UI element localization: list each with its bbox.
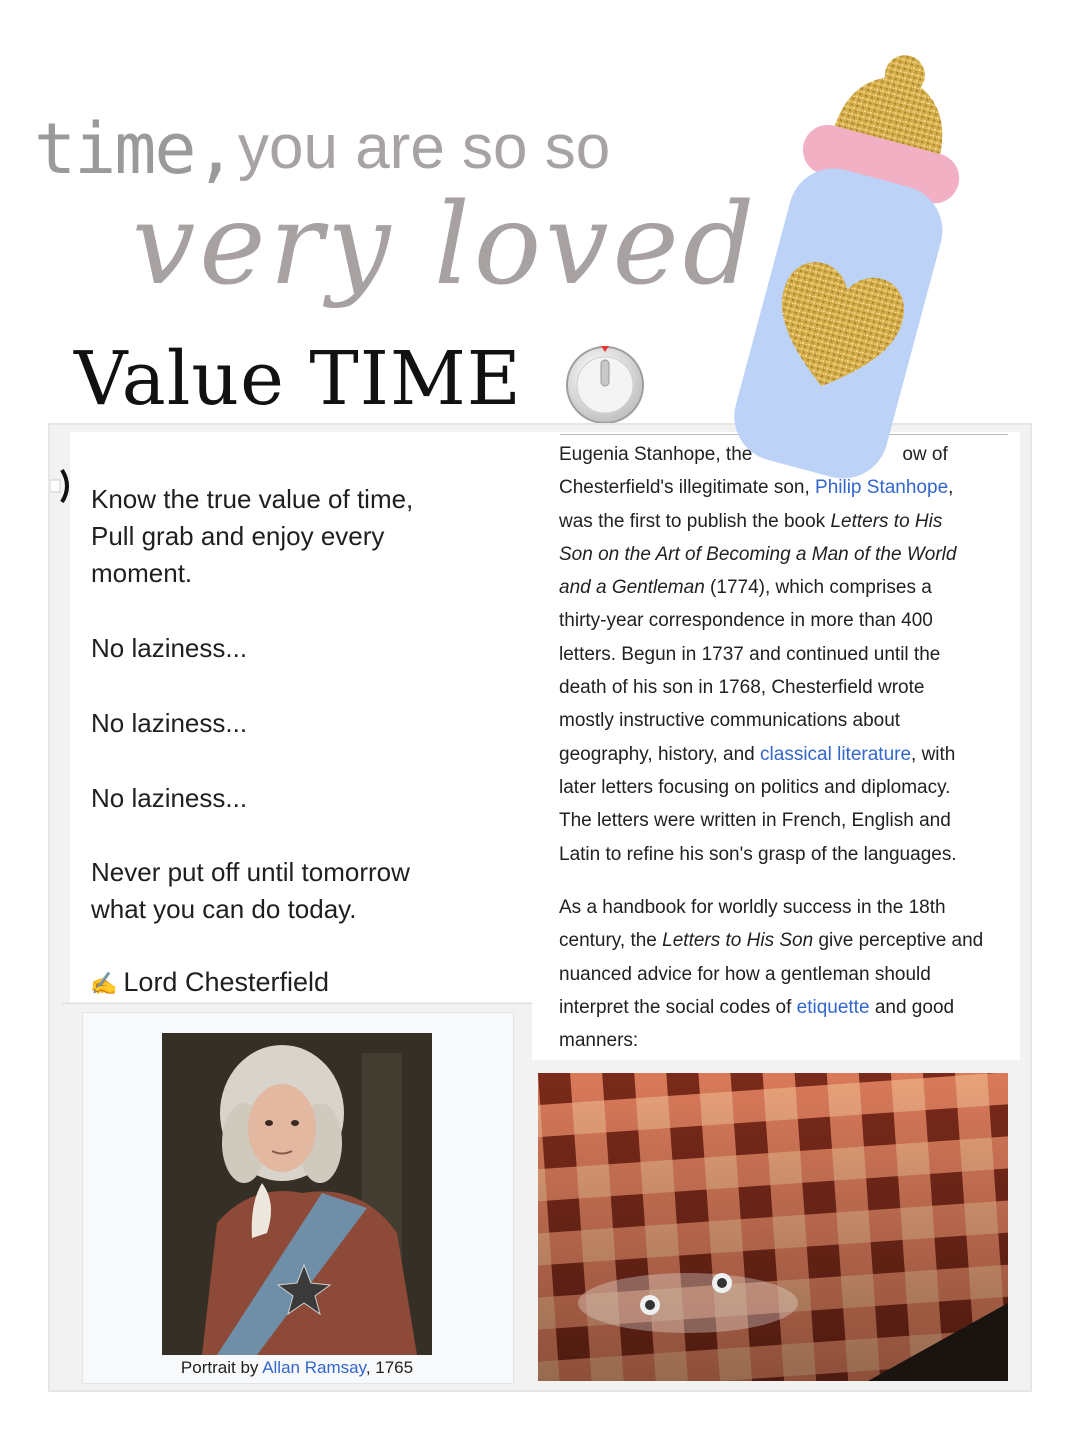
checkered-photo: [538, 1073, 1008, 1381]
wiki-line: nuanced advice for how a gentleman should: [559, 963, 931, 985]
header-word-time: time,: [34, 108, 235, 190]
caption-suffix: , 1765: [365, 1358, 414, 1377]
wiki-line: Chesterfield's illegitimate son, Philip Stanhope,: [559, 477, 954, 499]
author-name: Lord Chesterfield: [123, 967, 330, 997]
classical-literature-link[interactable]: classical literature: [760, 743, 912, 765]
wiki-line: mostly instructive communications about: [559, 710, 901, 732]
allan-ramsay-link[interactable]: Allan Ramsay: [262, 1358, 366, 1377]
divider: [62, 1003, 532, 1004]
wiki-line: As a handbook for worldly success in the 18th: [559, 897, 946, 918]
writing-hand-icon: ✍: [90, 971, 118, 996]
portrait-caption: [0, 1358, 594, 1378]
quote-line: moment.: [91, 558, 193, 588]
wiki-line: manners:: [559, 1030, 639, 1052]
etiquette-link[interactable]: etiquette: [796, 996, 870, 1018]
wiki-line: later letters focusing on politics and diplomacy.: [559, 776, 951, 798]
wiki-paragraph-1: [559, 438, 1009, 871]
portrait-image[interactable]: [162, 1033, 432, 1355]
page-title: Value TIME: [74, 336, 522, 422]
quote-line: No laziness...: [91, 708, 248, 738]
wiki-line: Son on the Art of Becoming a Man of the World: [559, 543, 957, 565]
baby-bottle-sticker: [700, 40, 1000, 490]
wiki-line: thirty-year correspondence in more than 400: [559, 610, 933, 632]
wiki-line: geography, history, and classical literature, with: [559, 743, 956, 765]
quote-line: Never put off until tomorrow: [91, 857, 410, 887]
quote-line: what you can do today.: [91, 894, 357, 924]
header-line2: very loved: [132, 180, 759, 310]
header-line1: you are so so: [238, 113, 611, 182]
quote-line: No laziness...: [91, 783, 248, 813]
wiki-line: century, the Letters to His Son give perceptive and: [559, 930, 984, 952]
wiki-paragraph-2: [559, 891, 1009, 1057]
quote-author: [90, 967, 329, 998]
quote-line: Know the true value of time,: [91, 484, 414, 514]
wiki-line: Latin to refine his son's grasp of the languages.: [559, 843, 957, 865]
quote-line: Pull grab and enjoy every: [91, 521, 385, 551]
wiki-line: interpret the social codes of etiquette and good: [559, 996, 955, 1018]
philip-stanhope-link[interactable]: Philip Stanhope: [815, 477, 949, 499]
wiki-line: and a Gentleman (1774), which comprises a: [559, 577, 932, 599]
wiki-line: was the first to publish the book Letters to His: [559, 510, 943, 532]
wiki-line: The letters were written in French, English and: [559, 810, 951, 832]
wiki-line: letters. Begun in 1737 and continued until the: [559, 643, 941, 665]
panel-edge-mark: [50, 466, 72, 506]
quote-line: No laziness...: [91, 633, 248, 663]
timer-clock-icon: [562, 340, 648, 426]
caption-prefix: Portrait by: [180, 1358, 263, 1377]
wiki-line: Eugenia Stanhope, the ow of: [559, 444, 948, 465]
wiki-line: death of his son in 1768, Chesterfield wrote: [559, 677, 925, 699]
